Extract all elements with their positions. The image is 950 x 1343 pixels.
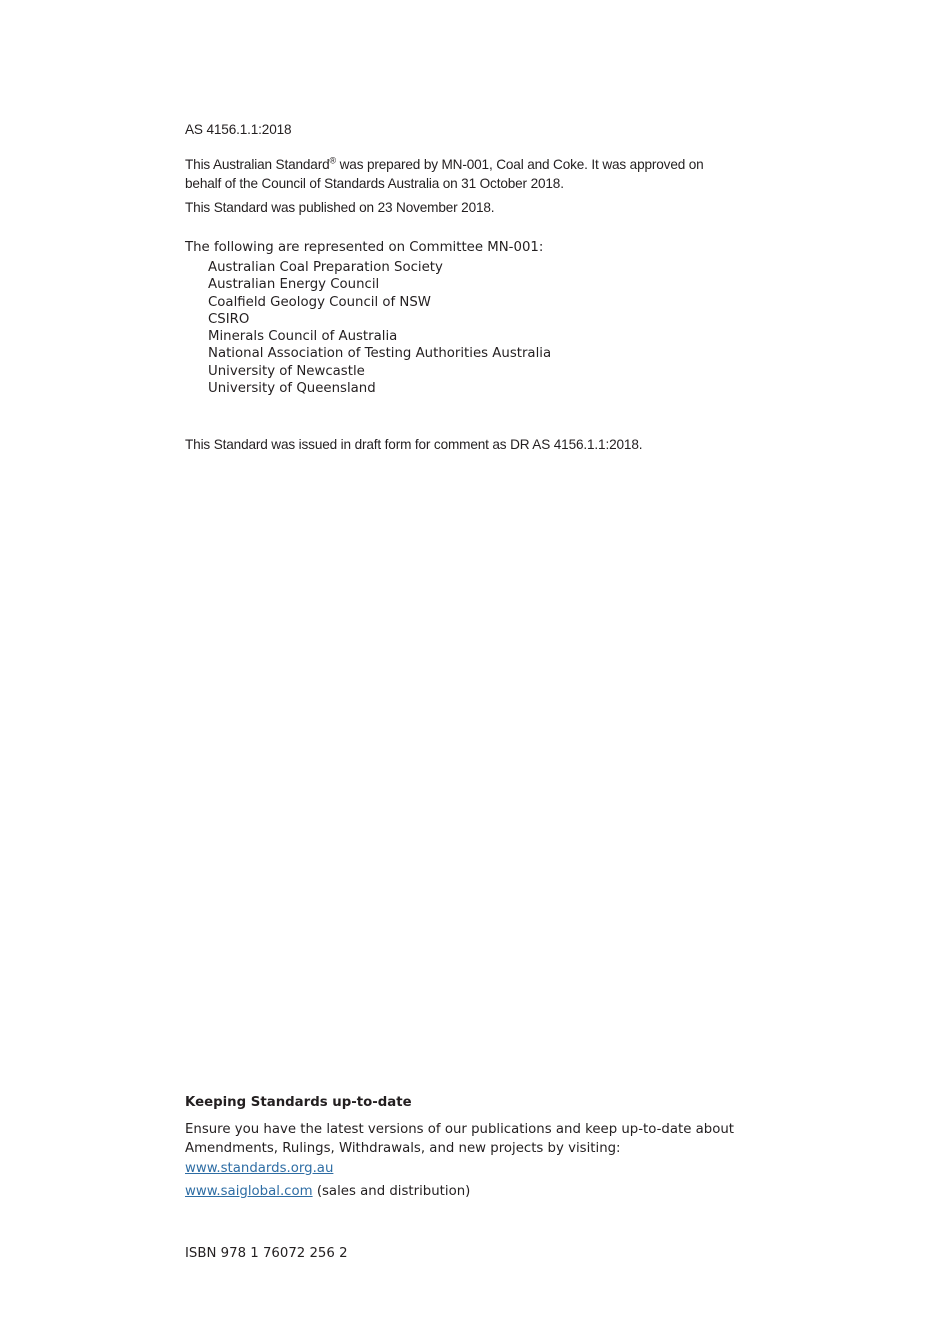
committee-member: Australian Energy Council	[208, 277, 380, 293]
committee-member: Australian Coal Preparation Society	[208, 260, 443, 275]
document-id: AS 4156.1.1:2018	[185, 122, 292, 137]
committee-member: Minerals Council of Australia	[208, 329, 398, 345]
keeping-standards-line-1: Ensure you have the latest versions of our publications and keep up-to-date about	[185, 1122, 734, 1137]
standards-website-link[interactable]: www.standards.org.au	[185, 1160, 334, 1176]
isbn-number: ISBN 978 1 76072 256 2	[185, 1246, 348, 1261]
keeping-standards-heading: Keeping Standards up-to-date	[185, 1095, 412, 1110]
preparation-line-2: behalf of the Council of Standards Australia on 31 October 2018.	[185, 176, 564, 191]
committee-member: CSIRO	[208, 311, 250, 327]
committee-member-list	[208, 259, 551, 397]
committee-member: University of Queensland	[208, 381, 376, 397]
publication-date-statement: This Standard was published on 23 November 2018.	[185, 200, 495, 215]
registered-trademark-mark: ®	[329, 155, 336, 166]
committee-member: University of Newcastle	[208, 363, 365, 379]
standards-link-row	[185, 1159, 734, 1178]
saiglobal-row	[185, 1184, 470, 1199]
preparation-line-1-start: This Australian Standard	[185, 157, 330, 172]
committee-member: National Association of Testing Authorities Australia	[208, 346, 552, 362]
keeping-standards-body	[185, 1120, 734, 1178]
committee-member: Coalfield Geology Council of NSW	[208, 294, 431, 310]
saiglobal-website-link[interactable]: www.saiglobal.com	[185, 1184, 313, 1199]
preparation-statement	[185, 155, 704, 193]
draft-note: This Standard was issued in draft form for comment as DR AS 4156.1.1:2018.	[185, 437, 643, 452]
keeping-standards-line-2: Amendments, Rulings, Withdrawals, and new projects by visiting:	[185, 1141, 621, 1157]
preparation-line-1	[185, 155, 704, 174]
saiglobal-description: (sales and distribution)	[312, 1184, 471, 1199]
preparation-line-1-end: was prepared by MN-001, Coal and Coke. It was approved on	[336, 157, 704, 172]
committee-heading: The following are represented on Committee MN-001:	[185, 240, 544, 255]
